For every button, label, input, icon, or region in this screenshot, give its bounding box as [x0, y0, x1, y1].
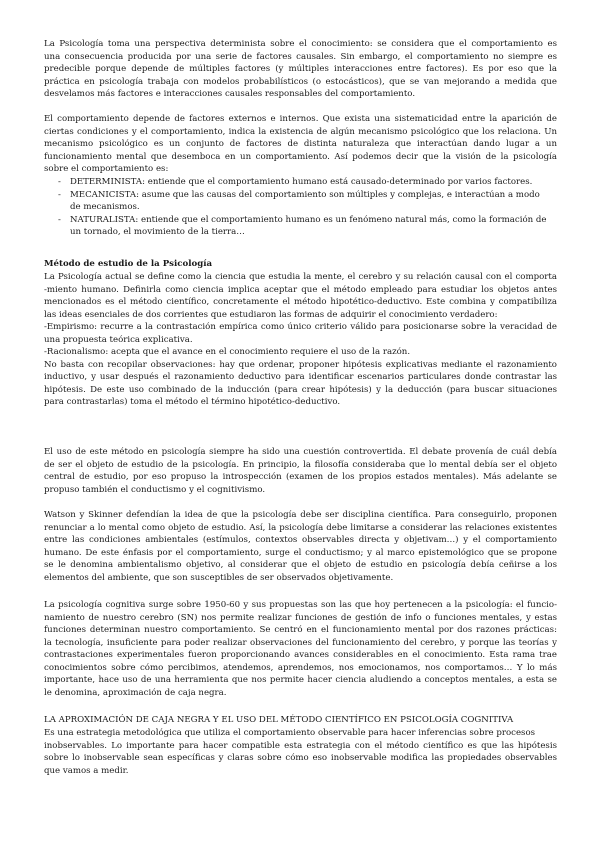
- text-line: mencionados es el método científico, concretamente el método hipotético-deductivo. Este combina y compatibiliza: [44, 297, 557, 307]
- text-line: inductivo, y usar después el razonamiento deductivo para identificar escenarios particulares donde contrastar las: [44, 372, 557, 382]
- text-line: La Psicología toma una perspectiva determinista sobre el conocimiento: se considera que el comportamiento es: [44, 39, 557, 49]
- text-line: central de estudio, por eso propuso la introspección (examen de los propios estados mentales). Más adelante se: [44, 472, 557, 482]
- text-line: las ideas esenciales de dos corrientes que estudiaron las formas de adquirir el conocimiento verdadero:: [44, 309, 498, 320]
- text-line: -Empirismo: recurre a la contrastación empírica como único criterio válido para posicionarse sobre la veracidad de: [44, 322, 557, 332]
- section-heading-black-box: LA APROXIMACIÓN DE CAJA NEGRA Y EL USO DEL MÉTODO CIENTÍFICO EN PSICOLOGÍA COGNITIVA: [44, 715, 514, 725]
- text-line: se le denomina ambientalismo objetivo, al considerar que el objeto de estudio en psicología debía ceñirse a los: [44, 560, 557, 570]
- text-line: de mecanismos.: [70, 202, 140, 212]
- paragraph-cognitive: [44, 599, 557, 699]
- psychology-view-list: [44, 176, 557, 239]
- text-line: Es una estrategia metodológica que utiliza el comportamiento observable para hacer inferencias sobre procesos: [44, 728, 536, 738]
- list-item-determinista: [44, 176, 557, 189]
- text-line: No basta con recopilar observaciones: hay que ordenar, proponer hipótesis explicativas mediante el razonamiento: [44, 359, 557, 370]
- text-line: la tecnología, insuficiente para poder realizar observaciones del funcionamiento del cerebro, y porque las teorías y: [44, 637, 557, 648]
- text-line: para contrastarlas) toma el método el término hipotético-deductivo.: [44, 397, 341, 407]
- text-line: desvelamos más factores e interacciones causales responsables del comportamiento.: [44, 89, 416, 99]
- paragraph-controversy: [44, 446, 557, 496]
- text-line: -miento humano. Definirla como ciencia implica aceptar que el método empleado para estudiar los objetos antes: [44, 284, 557, 295]
- text-line: renunciar a lo mental como objeto de estudio. Así, la psicología debe limitarse a considerar las relaciones existentes: [44, 522, 557, 533]
- paragraph-black-box: [44, 727, 557, 777]
- text-line: le denomina, aproximación de caja negra.: [44, 687, 227, 698]
- text-line: hipótesis. De este uso combinado de la inducción (para crear hipótesis) y la deducción (para buscar situaciones: [44, 384, 557, 395]
- text-line: funciones determinan nuestro comportamiento. Se centró en el funcionamiento mental por dos razones prácticas:: [44, 625, 557, 635]
- text-line: sobre lo inobservable sean específicas y claras sobre cómo eso inobservable modifica las propiedades observables: [44, 753, 557, 763]
- text-line: conocimientos sobre cómo percibimos, atendemos, aprendemos, nos emocionamos, nos comportamos… Y lo más: [44, 662, 557, 673]
- text-line: entre las condiciones ambientales (estímulos, contextos observables directa y objetivam…) y el comportamiento: [44, 535, 557, 545]
- text-line: propuso también el conductismo y el cognitivismo.: [44, 484, 266, 495]
- text-line: de ser el objeto de estudio de la psicología. En principio, la filosofía consideraba que lo mental debía ser el objeto: [44, 459, 557, 470]
- text-line: práctica en psicología trabaja con modelos probabilísticos (o estocásticos), que se van mejorando a medida que: [44, 76, 557, 87]
- text-line: predecible porque depende de múltiples factores (y múltiples interacciones entre factores). Es por eso que la: [44, 64, 557, 74]
- paragraph-method: [44, 271, 557, 409]
- text-line: importante, hace uso de una herramienta que nos permite hacer ciencia aludiendo a conceptos mentales, a esta se: [44, 675, 557, 685]
- text-line: un tornado, el movimiento de la tierra…: [70, 227, 245, 237]
- list-item-naturalista: [44, 214, 557, 239]
- text-line: contrastaciones experimentales fueron proporcionando avances considerables en el conocimiento. Esta rama trae: [44, 650, 557, 660]
- text-line: que vamos a medir.: [44, 765, 129, 776]
- text-line: ciertas condiciones y el comportamiento, indica la existencia de algún mecanismo psicológico que los relaciona. Un: [44, 126, 557, 137]
- text-line: elementos del ambiente, que son susceptibles de ser observados objetivamente.: [44, 572, 394, 583]
- text-line: - DETERMINISTA: entiende que el comportamiento humano está causado-determinado por varios factores.: [70, 177, 533, 187]
- text-line: La Psicología actual se define como la ciencia que estudia la mente, el cerebro y su relación causal con el comporta: [44, 272, 557, 282]
- text-line: Watson y Skinner defendían la idea de que la psicología debe ser disciplina científica. Para conseguirlo, proponen: [44, 510, 557, 520]
- text-line: El comportamiento depende de factores externos e internos. Que exista una sistematicidad entre la aparición de: [44, 114, 557, 124]
- text-line: sobre el comportamiento es:: [44, 164, 169, 174]
- text-line: una consecuencia producida por una serie de factores causales. Sin embargo, el comportamiento no siempre es: [44, 51, 557, 62]
- list-item-mecanicista: [44, 189, 557, 214]
- text-line: El uso de este método en psicología siempre ha sido una cuestión controvertida. El debate provenía de cuál debía: [44, 447, 557, 457]
- text-line: una propuesta teórica explicativa.: [44, 334, 193, 345]
- text-line: -Racionalismo: acepta que el avance en el conocimiento requiere el uso de la razón.: [44, 347, 411, 357]
- paragraph-behaviorism: [44, 509, 557, 584]
- text-line: mecanismo psicológico es un conjunto de factores de distinta naturaleza que interactúan dando lugar a un: [44, 139, 557, 149]
- paragraph-mechanism: [44, 113, 557, 176]
- paragraph-determinism: [44, 38, 557, 101]
- text-line: namiento de nuestro cerebro (SN) nos permite realizar funciones de gestión de info o funciones mentales, y estas: [44, 612, 557, 623]
- text-line: inobservables. Lo importante para hacer compatible esta estrategia con el método científico es que las hipótesis: [44, 740, 557, 751]
- text-line: La psicología cognitiva surge sobre 1950-60 y sus propuestas son las que hoy pertenecen a la psicología: el funcio-: [44, 600, 557, 610]
- text-line: - NATURALISTA: entiende que el comportamiento humano es un fenómeno natural más, como la formación de: [70, 214, 547, 225]
- text-line: - MECANICISTA: asume que las causas del comportamiento son múltiples y complejas, e interactúan a modo: [70, 189, 540, 200]
- section-heading-method: Método de estudio de la Psicología: [44, 259, 213, 269]
- text-line: humano. De este énfasis por el comportamiento, surge el conductismo; y al marco epistemológico que se propone: [44, 547, 557, 558]
- text-line: funcionamiento mental que desemboca en un comportamiento. Así podemos decir que la visión de la psicología: [44, 151, 557, 162]
